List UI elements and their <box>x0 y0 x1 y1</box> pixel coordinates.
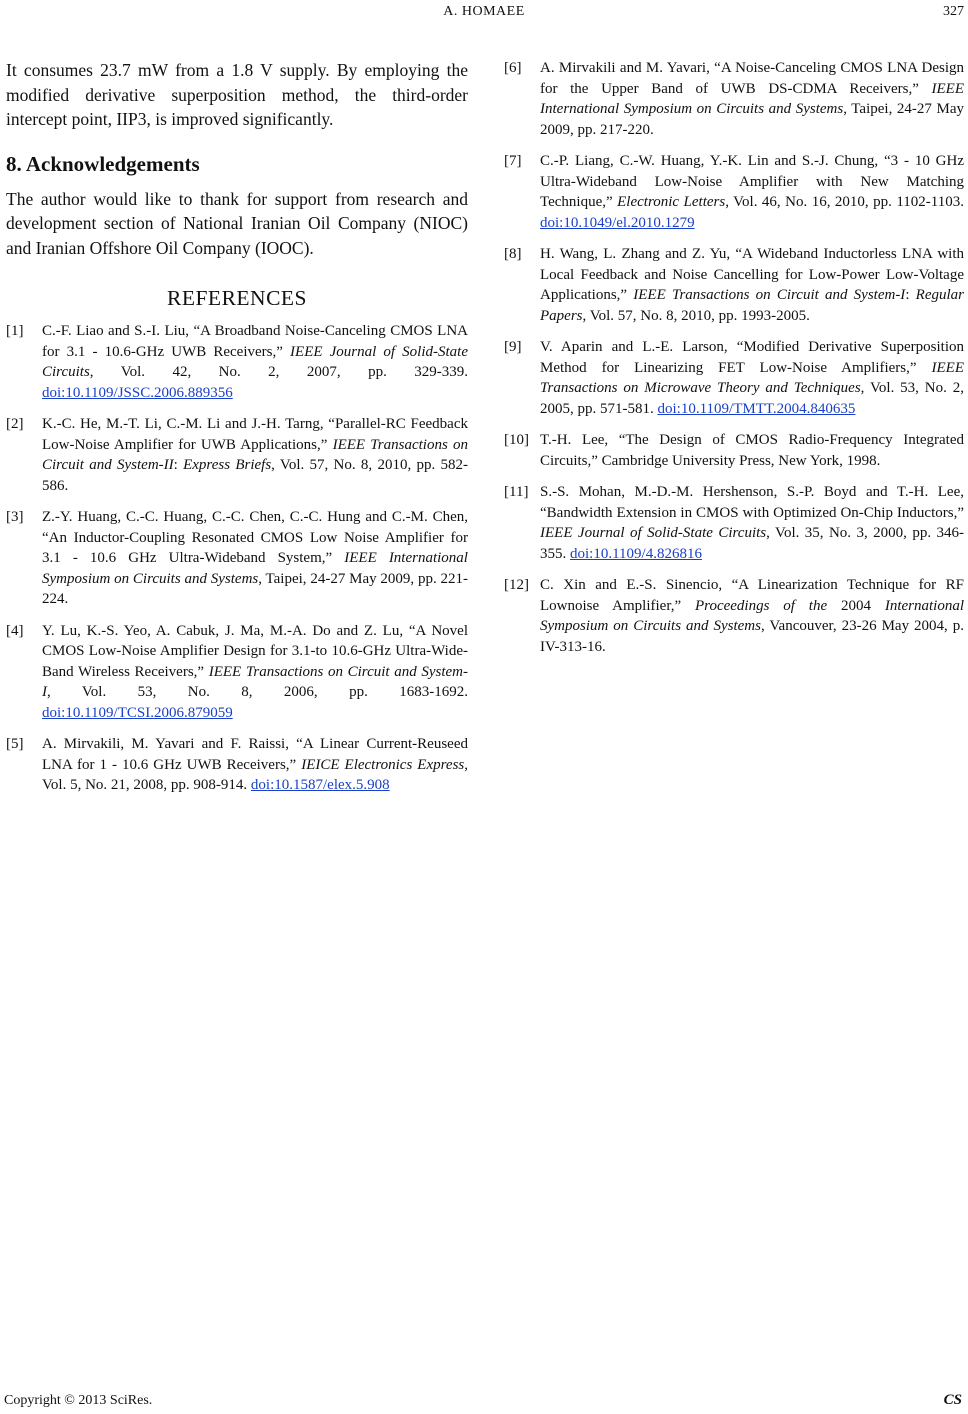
reference-authors-title: C.-P. Liang, C.-W. Huang, Y.-K. Lin and S.-J. Chung, “3 - 10 GHz Ultra-Wideband Low-Noise Amplifier with New Matching Technique,” <box>540 153 964 210</box>
reference-item <box>504 151 964 233</box>
reference-details: , Vol. 5, No. 21, 2008, pp. 908-914. <box>42 756 468 793</box>
acknowledgements-text: The author would like to thank for support from research and development section of National Iranian Oil Company (NIOC) and Iranian Offshore Oil Company (IOOC). <box>6 188 468 258</box>
reference-journal: Proceedings of the <box>695 597 828 614</box>
reference-item <box>6 621 468 724</box>
left-column <box>6 58 468 807</box>
reference-details: , Taipei, 24-27 May 2009, pp. 221-224. <box>42 570 468 607</box>
reference-text <box>42 621 468 724</box>
references-heading: REFERENCES <box>167 286 307 310</box>
reference-number: [11] <box>504 484 529 500</box>
reference-details: , Vol. 57, No. 8, 2010, pp. 582-586. <box>42 457 468 494</box>
reference-authors-title: C. Xin and E.-S. Sinencio, “A Linearization Technique for RF Lownoise Amplifier,” <box>540 577 964 614</box>
reference-number: [3] <box>6 509 24 525</box>
reference-item <box>6 734 468 796</box>
reference-number: [2] <box>6 416 24 432</box>
reference-journal: IEEE Transactions on Circuit and System-I <box>633 287 906 303</box>
reference-number: [9] <box>504 339 522 355</box>
reference-text <box>540 58 964 140</box>
reference-authors-title: H. Wang, L. Zhang and Z. Yu, “A Wideband Inductorless LNA with Local Feedback and Noise Cancelling for Low-Power Low-Voltage Applications,” <box>540 246 964 303</box>
intro-paragraph: It consumes 23.7 mW from a 1.8 V supply. By employing the modified derivative superposition method, the third-order intercept point, IIP3, is improved significantly. <box>6 60 468 129</box>
reference-authors-title: K.-C. He, M.-T. Li, C.-M. Li and J.-H. Tarng, “Parallel-RC Feedback Low-Noise Amplifier for UWB Applications,” <box>42 416 468 453</box>
reference-journal: IEEE Transactions on Circuit and System-II <box>42 436 468 473</box>
reference-number: [1] <box>6 323 24 339</box>
reference-authors-title: V. Aparin and L.-E. Larson, “Modified Derivative Superposition Method for Linearizing FET Low-Noise Amplifiers,” <box>540 339 964 376</box>
reference-authors-title: T.-H. Lee, “The Design of CMOS Radio-Frequency Integrated Circuits,” Cambridge University Press, New York, 1998. <box>540 432 964 469</box>
reference-item <box>504 575 964 657</box>
copyright-notice: Copyright © 2013 SciRes. <box>4 1393 153 1408</box>
reference-text <box>42 414 468 496</box>
reference-item <box>504 58 964 140</box>
page-header <box>0 0 968 22</box>
right-column <box>504 58 964 668</box>
reference-number: [5] <box>6 736 24 752</box>
reference-number: [8] <box>504 246 522 262</box>
reference-journal-part: International Symposium on Circuits and Systems <box>540 597 964 634</box>
reference-text <box>42 734 468 796</box>
reference-text <box>42 507 468 610</box>
reference-journal-part: Express Briefs <box>183 457 272 473</box>
reference-details: : <box>905 287 916 303</box>
reference-details: , Vol. 53, No. 8, 2006, pp. 1683-1692. <box>47 684 468 700</box>
reference-text <box>42 321 468 403</box>
reference-text <box>540 482 964 564</box>
reference-journal-part: Regular Papers <box>540 287 964 324</box>
reference-item <box>6 414 468 496</box>
reference-number: [7] <box>504 153 522 169</box>
reference-item <box>504 430 964 471</box>
running-head-author: A. HOMAEE <box>443 4 525 19</box>
reference-details: , Vol. 42, No. 2, 2007, pp. 329-339. <box>89 364 468 380</box>
reference-journal: IEEE Transactions on Circuit and System-I <box>42 663 468 700</box>
reference-text <box>540 430 964 471</box>
reference-authors-title: Z.-Y. Huang, C.-C. Huang, C.-C. Chen, C.-C. Hung and C.-M. Chen, “An Inductor-Coupling Resonated CMOS Low Noise Amplifier for 3.1 - 10.6 GHz Ultra-Wideband System,” <box>42 509 468 566</box>
reference-doi-link[interactable]: doi:10.1109/4.826816 <box>570 545 702 562</box>
reference-item <box>504 244 964 326</box>
reference-details: , Vancouver, 23-26 May 2004, p. IV-313-16. <box>540 618 964 655</box>
reference-item <box>6 507 468 610</box>
reference-number: [4] <box>6 622 24 639</box>
reference-journal: IEEE International Symposium on Circuits and Systems <box>42 550 468 587</box>
reference-item <box>6 321 468 403</box>
reference-journal: IEEE International Symposium on Circuits and Systems <box>540 80 964 117</box>
reference-list-left <box>6 321 468 796</box>
reference-text <box>540 151 964 233</box>
reference-doi-link[interactable]: doi:10.1109/JSSC.2006.889356 <box>42 384 233 401</box>
reference-journal: IEICE Electronics Express <box>301 756 465 773</box>
reference-list-right <box>504 58 964 657</box>
reference-journal: IEEE Journal of Solid-State Circuits <box>42 343 469 380</box>
reference-text <box>540 575 964 657</box>
reference-number: [10] <box>504 432 529 448</box>
acknowledgements-heading: 8. Acknowledgements <box>6 151 200 176</box>
reference-doi-link[interactable]: doi:10.1049/el.2010.1279 <box>540 214 695 231</box>
reference-number: [12] <box>504 577 529 593</box>
reference-details: , Vol. 57, No. 8, 2010, pp. 1993-2005. <box>582 307 810 324</box>
reference-text <box>540 244 964 326</box>
reference-authors-title: S.-S. Mohan, M.-D.-M. Hershenson, S.-P. Boyd and T.-H. Lee, “Bandwidth Extension in CMOS with Optimized On-Chip Inductors,” <box>540 484 964 521</box>
reference-text <box>540 337 964 419</box>
reference-authors-title: A. Mirvakili, M. Yavari and F. Raissi, “A Linear Current-Reuseed LNA for 1 - 10.6 GHz UWB Receivers,” <box>42 736 468 773</box>
journal-abbreviation: CS <box>943 1392 962 1408</box>
reference-details: , Vol. 35, No. 3, 2000, pp. 346-355. <box>540 525 965 562</box>
reference-authors-title: Y. Lu, K.-S. Yeo, A. Cabuk, J. Ma, M.-A. Do and Z. Lu, “A Novel CMOS Low-Noise Amplifier Design for 3.1-to 10.6-GHz Ultra-Wide-Band Wireless Receivers,” <box>42 622 468 680</box>
reference-journal: Electronic Letters <box>617 194 726 210</box>
reference-doi-link[interactable]: doi:10.1587/elex.5.908 <box>250 777 390 793</box>
reference-details: , Vol. 53, No. 2, 2005, pp. 571-581. <box>540 380 964 417</box>
reference-details: : <box>173 457 184 473</box>
reference-journal: IEEE Journal of Solid-State Circuits <box>540 525 767 541</box>
page-number: 327 <box>943 4 964 19</box>
reference-item <box>504 337 964 419</box>
reference-authors-title: C.-F. Liao and S.-I. Liu, “A Broadband Noise-Canceling CMOS LNA for 3.1 - 10.6-GHz UWB Receivers,” <box>42 323 468 360</box>
reference-doi-link[interactable]: doi:10.1109/TCSI.2006.879059 <box>42 704 233 721</box>
reference-item <box>504 482 964 564</box>
reference-number: [6] <box>504 60 522 76</box>
reference-journal: IEEE Transactions on Microwave Theory and Techniques <box>540 359 964 396</box>
reference-details: 2004 <box>827 597 885 614</box>
reference-details: , Vol. 46, No. 16, 2010, pp. 1102-1103. <box>725 194 964 210</box>
reference-doi-link[interactable]: doi:10.1109/TMTT.2004.840635 <box>657 400 856 417</box>
reference-details: , Taipei, 24-27 May 2009, pp. 217-220. <box>540 101 964 138</box>
reference-authors-title: A. Mirvakili and M. Yavari, “A Noise-Canceling CMOS LNA Design for the Upper Band of UWB DS-CDMA Receivers,” <box>540 60 964 97</box>
